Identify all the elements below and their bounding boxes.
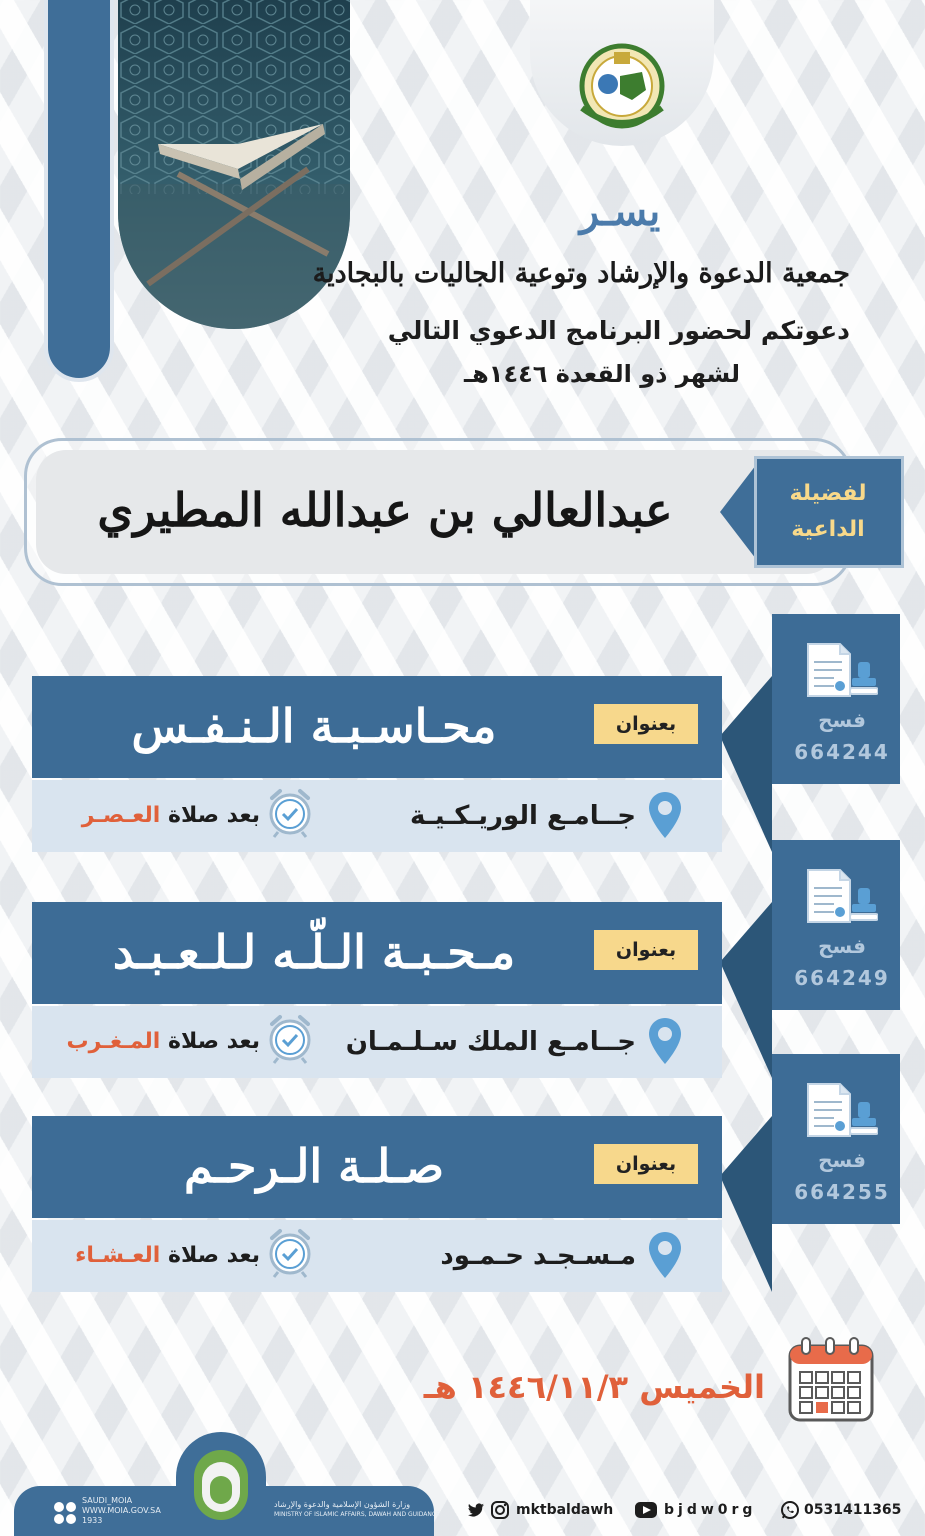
time-prefix: بعد صلاة (168, 1243, 260, 1268)
calendar-icon (786, 1334, 876, 1428)
youtube-handle[interactable]: bjdw0rg (664, 1502, 757, 1518)
preacher-label-arrow (720, 465, 756, 559)
twitter-icon[interactable] (466, 1500, 486, 1524)
title-keyword-badge: بعنوان (594, 930, 698, 970)
permit-number: 664244 (794, 740, 890, 764)
prayer-name: المـغـرب (66, 1029, 161, 1054)
title-keyword-badge: بعنوان (594, 1144, 698, 1184)
ministry-name (274, 1500, 440, 1520)
card-tab-fold (720, 1116, 772, 1292)
announcement-heading: يسـر (579, 188, 661, 235)
whatsapp-icon[interactable] (780, 1500, 800, 1524)
invitation-line: دعوتكم لحضور البرنامج الدعوي التالي (387, 316, 850, 345)
card-tab-fold (720, 902, 772, 1078)
card-tab-fold (720, 676, 772, 852)
alarm-clock-icon (266, 786, 314, 842)
moia-website: WWW.MOIA.GOV.SA (82, 1506, 161, 1515)
twitter-instagram-handle[interactable]: mktbaldawh (516, 1502, 614, 1518)
moia-year: 1933 (82, 1516, 103, 1525)
time-prefix: بعد صلاة (168, 1029, 260, 1054)
lecture-title: محـاسـبـة الـنـفـس (131, 699, 497, 753)
event-date: الخميس ١٤٤٦/١١/٣ هـ (423, 1368, 765, 1406)
alarm-clock-icon (266, 1226, 314, 1282)
whatsapp-number[interactable]: 0531411365 (804, 1502, 902, 1518)
lecture-location: جــامـع الوريـكـيـة (410, 801, 636, 831)
alarm-clock-icon (266, 1012, 314, 1068)
location-pin-icon (646, 790, 684, 844)
permit-label: فسح (818, 934, 866, 958)
lecture-time (40, 798, 260, 834)
permit-label: فسح (818, 1148, 866, 1172)
instagram-icon[interactable] (490, 1500, 510, 1524)
ministry-emblem (176, 1432, 266, 1532)
lecture-location: مـسـجـد حـمـود (440, 1241, 636, 1271)
association-name: جمعية الدعوة والإرشاد وتوعية الجاليات بالبجادية (312, 258, 850, 289)
location-pin-icon (646, 1230, 684, 1284)
lecture-title: صـلـة الـرحـم (183, 1139, 445, 1193)
location-pin-icon (646, 1016, 684, 1070)
ministry-name-en: MINISTRY OF ISLAMIC AFFAIRS, DAWAH AND GUIDANCE (274, 1511, 440, 1518)
moia-handle: SAUDI_MOIA (82, 1496, 133, 1505)
association-emblem-icon (562, 38, 682, 138)
lecture-time (40, 1024, 260, 1060)
preacher-label: لفضيلة الداعية (789, 481, 867, 542)
lecture-location: جــامـع الملك سـلـمـان (345, 1027, 636, 1057)
permit-number: 664249 (794, 966, 890, 990)
decorative-side-bar (44, 0, 114, 382)
document-stamp-icon (804, 640, 878, 704)
association-logo (530, 0, 714, 146)
lecture-title: مـحـبـة الـلّـه لـلـعـبـد (112, 925, 516, 979)
prayer-name: العـصـر (81, 803, 161, 828)
moia-account (82, 1496, 161, 1526)
mosque-emblem-icon (176, 1432, 266, 1532)
title-keyword-badge: بعنوان (594, 704, 698, 744)
document-stamp-icon (804, 1080, 878, 1144)
document-stamp-icon (804, 866, 878, 930)
permit-number: 664255 (794, 1180, 890, 1204)
preacher-name: عبدالعالي بن عبدالله المطيري (97, 483, 673, 537)
ministry-name-ar: وزارة الشؤون الإسلامية والدعوة والإرشاد (274, 1500, 411, 1509)
prayer-name: العـشـاء (75, 1243, 161, 1268)
month-line: لشهر ذو القعدة ١٤٤٦هـ (463, 360, 740, 388)
permit-label: فسح (818, 708, 866, 732)
moia-logo-icon (52, 1500, 78, 1526)
youtube-icon[interactable] (634, 1500, 658, 1524)
lecture-time (40, 1238, 260, 1274)
time-prefix: بعد صلاة (168, 803, 260, 828)
